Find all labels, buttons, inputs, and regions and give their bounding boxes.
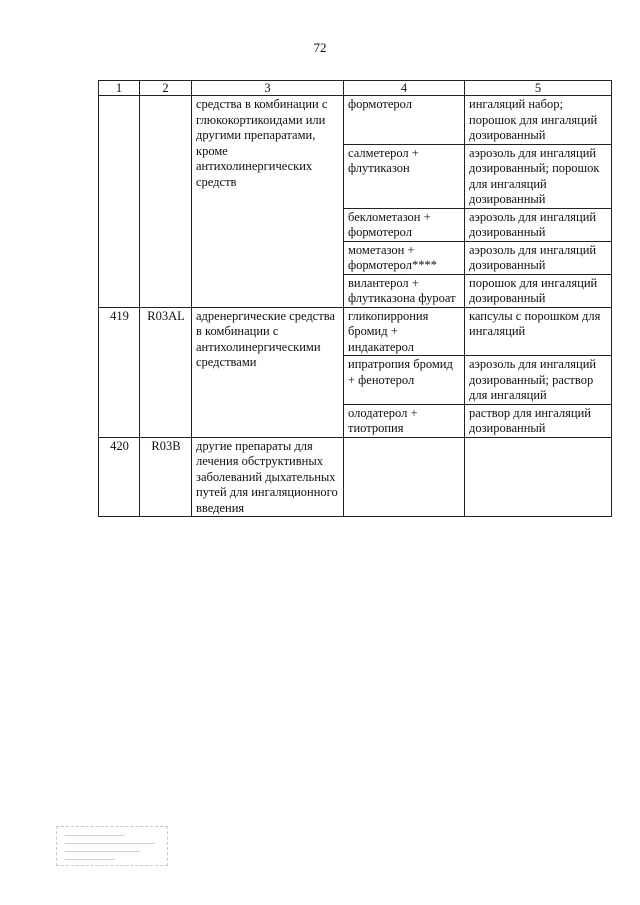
dosage-form: аэрозоль для ингаляций дозированный; порошок для ингаляций дозированный: [465, 144, 612, 208]
dosage-form: ингаляций набор; порошок для ингаляций дозированный: [465, 96, 612, 145]
group-name: адренергические средства в комбинации с антихолинергическими средствами: [192, 307, 344, 437]
drug-name: [344, 437, 465, 517]
row-number: [99, 96, 140, 308]
drug-name: беклометазон + формотерол: [344, 208, 465, 241]
table-header: [99, 81, 612, 96]
atc-code: [140, 96, 192, 308]
header-col-5: 5: [465, 81, 612, 96]
drug-table: [98, 80, 612, 517]
table-row: [99, 307, 612, 356]
dosage-form: аэрозоль для ингаляций дозированный; раствор для ингаляций: [465, 356, 612, 405]
drug-name: мометазон + формотерол****: [344, 241, 465, 274]
dosage-form: капсулы с порошком для ингаляций: [465, 307, 612, 356]
header-col-3: 3: [192, 81, 344, 96]
dosage-form: аэрозоль для ингаляций дозированный: [465, 241, 612, 274]
drug-name: формотерол: [344, 96, 465, 145]
header-col-4: 4: [344, 81, 465, 96]
table-row: [99, 437, 612, 517]
dosage-form: аэрозоль для ингаляций дозированный: [465, 208, 612, 241]
table-row: [99, 96, 612, 145]
drug-name: салметерол + флутиказон: [344, 144, 465, 208]
dosage-form: порошок для ингаляций дозированный: [465, 274, 612, 307]
header-col-2: 2: [140, 81, 192, 96]
drug-name: ипратропия бромид + фенотерол: [344, 356, 465, 405]
row-number: 419: [99, 307, 140, 437]
atc-code: R03B: [140, 437, 192, 517]
group-name: другие препараты для лечения обструктивных заболеваний дыхательных путей для ингаляционного введения: [192, 437, 344, 517]
row-number: 420: [99, 437, 140, 517]
dosage-form: [465, 437, 612, 517]
drug-name: вилантерол + флутиказона фуроат: [344, 274, 465, 307]
dosage-form: раствор для ингаляций дозированный: [465, 404, 612, 437]
header-row: [99, 81, 612, 96]
drug-name: олодатерол + тиотропия: [344, 404, 465, 437]
group-name: средства в комбинации с глюкокортикоидами или другими препаратами, кроме антихолинергических средств: [192, 96, 344, 308]
faded-stamp: [56, 826, 168, 866]
atc-code: R03AL: [140, 307, 192, 437]
page-number: 72: [313, 40, 327, 55]
drug-name: гликопиррония бромид + индакатерол: [344, 307, 465, 356]
header-col-1: 1: [99, 81, 140, 96]
